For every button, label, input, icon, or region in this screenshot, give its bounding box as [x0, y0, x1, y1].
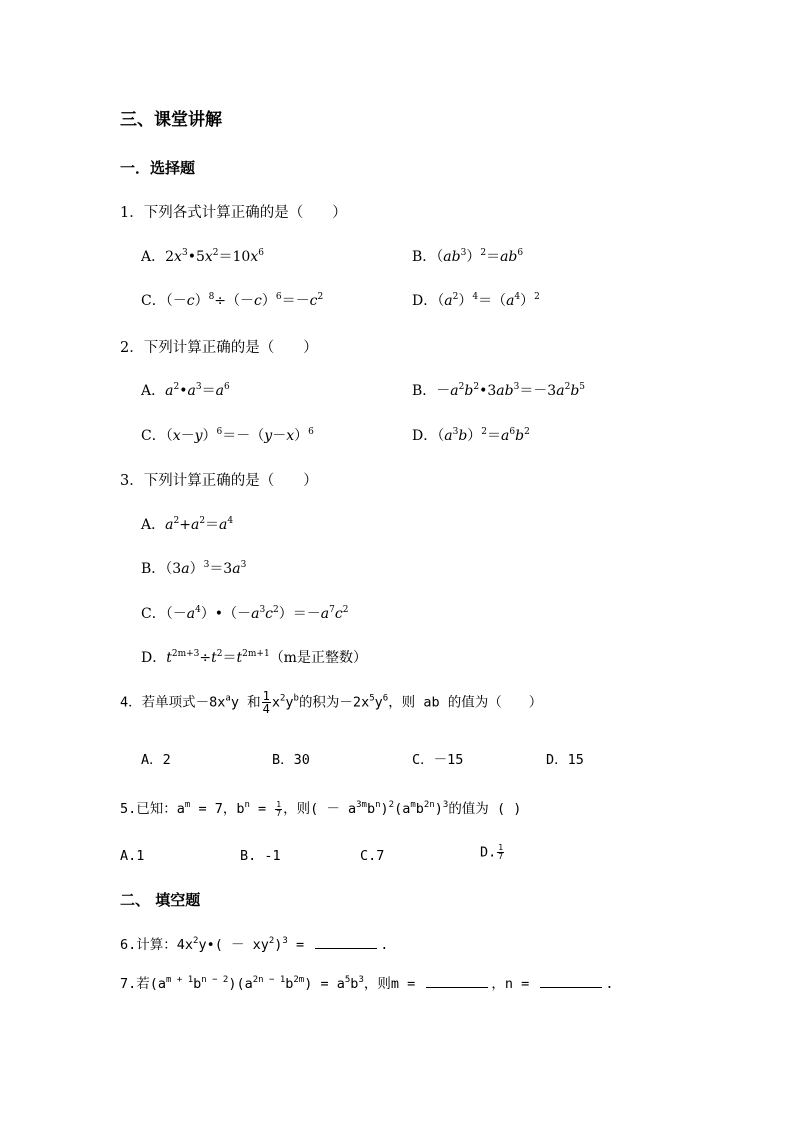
- q4-stem: 4．若单项式$-8x^ay$ 和 $\frac{1}{4}$ $x^2y^b$的积为$-2x^5y^6$，则 ab 的值为（ ）: [120, 689, 543, 716]
- q3-stem: 3．下列计算正确的是（ ）: [120, 473, 318, 489]
- q1-option-a[interactable]: A．$2x^3•5x^2=10x^6$: [141, 248, 264, 265]
- q7-stem: 7.若$(a^{m + 1}b^{n - 2})(a^{2n - 1}b^{2m}) = a^5b^3$，则m = ，n = .: [120, 975, 614, 992]
- q7-m-blank[interactable]: [426, 977, 488, 988]
- q6-stem: 6.计算：$4x^2y•( - xy^2)^3$ = .: [120, 936, 389, 953]
- q4-option-d[interactable]: D．15: [546, 752, 584, 768]
- q4-fraction: $\frac{1}{4}$: [262, 689, 270, 716]
- q7-n-blank[interactable]: [540, 977, 602, 988]
- q2-option-d[interactable]: D．$(a^3b)^2=a^6b^2$: [412, 427, 530, 444]
- q5-option-c[interactable]: C.7: [360, 848, 385, 864]
- q1-option-c[interactable]: C．$(-c)^8\div(-c)^6=-c^2$: [141, 292, 324, 309]
- q3-option-c[interactable]: C．$(-a^4)•(-a^3c^2)=-a^7c^2$: [141, 605, 349, 622]
- q1-option-d[interactable]: D．$(a^2)^4=(a^4)^2$: [412, 292, 540, 309]
- q1-option-b[interactable]: B．$(ab^3)^2=ab^6$: [412, 248, 524, 265]
- q4-option-a[interactable]: A．2: [141, 752, 171, 768]
- q3-option-d[interactable]: D．$t^{2m+3}\div t^2=t^{2m+1}(m$是正整数）: [141, 649, 367, 666]
- q4-option-c[interactable]: C．－15: [412, 752, 464, 768]
- q3-option-a[interactable]: A．$a^2+a^2=a^4$: [141, 516, 234, 533]
- q5-stem: 5.已知：$a^m = 7$，$b^n$ = $\frac{1}{7}$ ，则( － $a^{3m}b^n)^2(a^mb^{2n})^3$的值为 ( ): [120, 799, 522, 818]
- q2-option-b[interactable]: B．$-a^2b^2•3ab^3=-3a^2b^5$: [412, 382, 586, 399]
- q5-option-b[interactable]: B. -1: [240, 848, 281, 864]
- q2-option-c[interactable]: C．$(x-y)^6=-(y-x)^6$: [141, 427, 314, 444]
- part-one-heading: 一．选择题: [120, 159, 196, 177]
- q5-option-a[interactable]: A.1: [120, 848, 145, 864]
- q2-option-a[interactable]: A．$a^2•a^3=a^6$: [141, 382, 230, 399]
- part-two-heading: 二、 填空题: [120, 891, 201, 909]
- q4-option-b[interactable]: B．30: [272, 752, 310, 768]
- q3-d-note: （m是正整数）: [269, 650, 367, 666]
- section-title: 三、课堂讲解: [120, 110, 222, 130]
- q6-answer-blank[interactable]: [315, 938, 377, 949]
- q3-option-b[interactable]: B．$(3a)^3=3a^3$: [141, 560, 247, 577]
- q5-option-d[interactable]: D. $\frac{1}{7}$: [480, 843, 504, 861]
- q2-stem: 2．下列计算正确的是（ ）: [120, 340, 318, 356]
- q1-stem: 1．下列各式计算正确的是（ ）: [120, 205, 347, 221]
